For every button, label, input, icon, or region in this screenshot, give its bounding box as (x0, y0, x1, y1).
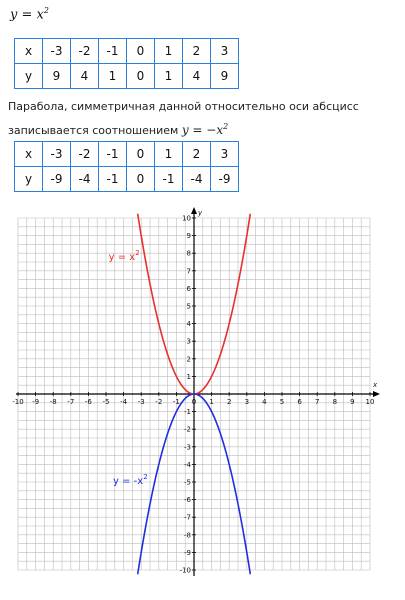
table-cell: -3 (43, 39, 71, 64)
x-tick-label: -3 (137, 398, 145, 406)
table-cell-header-x: x (15, 142, 43, 167)
table-cell: 4 (71, 64, 99, 89)
table-cell: 2 (183, 39, 211, 64)
table-cell: -1 (99, 142, 127, 167)
values-table-reflected-parabola (14, 141, 239, 192)
table-row-y (15, 64, 239, 89)
table-cell: -2 (71, 39, 99, 64)
x-tick-label: -9 (32, 398, 40, 406)
table-cell: -1 (155, 167, 183, 192)
table-cell: 0 (127, 64, 155, 89)
eq-base: x (36, 7, 44, 23)
table-row-y (15, 167, 239, 192)
series-label-neg-x-squared (113, 473, 148, 487)
caption-eq-lhs: y (181, 123, 189, 137)
series-label-exponent: 2 (143, 472, 148, 481)
series-label-text: y = -x (113, 475, 144, 487)
x-tick-label: -2 (155, 398, 163, 406)
table-cell: -9 (43, 167, 71, 192)
y-tick-label: 3 (186, 337, 191, 346)
y-tick-label: -3 (184, 443, 191, 452)
y-tick-label: 1 (186, 372, 191, 381)
y-axis-label: y (198, 209, 203, 217)
eq-equals: = (21, 7, 33, 23)
table-cell: 1 (99, 64, 127, 89)
x-tick-label: 4 (262, 398, 267, 406)
table-cell: -3 (43, 142, 71, 167)
series-label-x-squared (109, 249, 140, 263)
y-tick-label: 2 (186, 355, 191, 364)
y-tick-label: -4 (184, 460, 191, 469)
table-cell: 3 (211, 39, 239, 64)
x-tick-label: -4 (120, 398, 128, 406)
x-axis-label: x (373, 381, 378, 389)
caption-eq-exponent: 2 (223, 122, 229, 131)
y-tick-label: -10 (179, 566, 191, 575)
y-tick-label: 8 (186, 249, 191, 258)
caption-eq-rhs: = −x (192, 123, 224, 137)
y-tick-label: -5 (184, 478, 191, 487)
table-cell: 2 (183, 142, 211, 167)
y-tick-label: 7 (186, 267, 191, 276)
table-cell: -1 (99, 39, 127, 64)
table-cell: 3 (211, 142, 239, 167)
table-cell: -4 (183, 167, 211, 192)
y-tick-label: -8 (184, 531, 191, 540)
table-row-x (15, 39, 239, 64)
x-tick-label: 10 (365, 398, 375, 406)
table-cell-header-y: y (15, 167, 43, 192)
equation-y-equals-x-squared (10, 6, 49, 22)
y-tick-label: 9 (186, 232, 191, 241)
x-tick-label: 3 (244, 398, 250, 406)
y-tick-label: -9 (184, 548, 191, 557)
table-cell: 0 (127, 142, 155, 167)
table-row-x (15, 142, 239, 167)
table-cell: 1 (155, 142, 183, 167)
caption-paragraph (8, 97, 403, 141)
x-tick-label: 1 (209, 398, 214, 406)
table-cell: 9 (43, 64, 71, 89)
x-tick-label: 0 (191, 398, 197, 406)
y-tick-label: -7 (184, 513, 191, 522)
x-tick-label: -8 (49, 398, 57, 406)
table-cell: 0 (127, 167, 155, 192)
x-tick-label: -6 (84, 398, 92, 406)
y-tick-label: -6 (184, 496, 191, 505)
values-table-parabola (14, 38, 239, 89)
caption-text: Парабола, симметричная данной относительно оси абсцисс записывается соотношением (8, 100, 359, 137)
eq-exponent: 2 (43, 6, 49, 15)
table-cell-header-y: y (15, 64, 43, 89)
table-cell: 0 (127, 39, 155, 64)
table-cell: 1 (155, 64, 183, 89)
table-cell: 9 (211, 64, 239, 89)
y-tick-label: 4 (186, 320, 191, 329)
y-tick-label: -1 (184, 408, 191, 417)
x-tick-label: -1 (172, 398, 180, 406)
x-tick-label: 6 (297, 398, 302, 406)
series-label-text: y = x (108, 252, 136, 264)
x-axis-arrow (373, 391, 380, 397)
series-label-exponent: 2 (135, 249, 140, 258)
y-axis-arrow (191, 207, 197, 214)
table-cell: 1 (155, 39, 183, 64)
y-tick-label: 6 (186, 284, 191, 293)
x-tick-label: 7 (314, 398, 320, 406)
x-tick-label: -10 (12, 398, 24, 406)
x-tick-label: -5 (102, 398, 110, 406)
table-cell: -1 (99, 167, 127, 192)
x-tick-label: 9 (350, 398, 355, 406)
table-cell-header-x: x (15, 39, 43, 64)
table-cell: 4 (183, 64, 211, 89)
y-tick-label: 10 (182, 214, 191, 223)
y-tick-label: 5 (186, 302, 191, 311)
table-cell: -2 (71, 142, 99, 167)
x-tick-label: 8 (332, 398, 338, 406)
x-tick-label: 2 (226, 398, 232, 406)
caption-equation (182, 123, 228, 137)
eq-lhs: y (10, 7, 18, 23)
x-tick-label: -7 (67, 398, 75, 406)
table-cell: -4 (71, 167, 99, 192)
y-tick-label: -2 (184, 425, 191, 434)
parabola-graph (0, 205, 405, 587)
table-cell: -9 (211, 167, 239, 192)
x-tick-label: 5 (279, 398, 285, 406)
